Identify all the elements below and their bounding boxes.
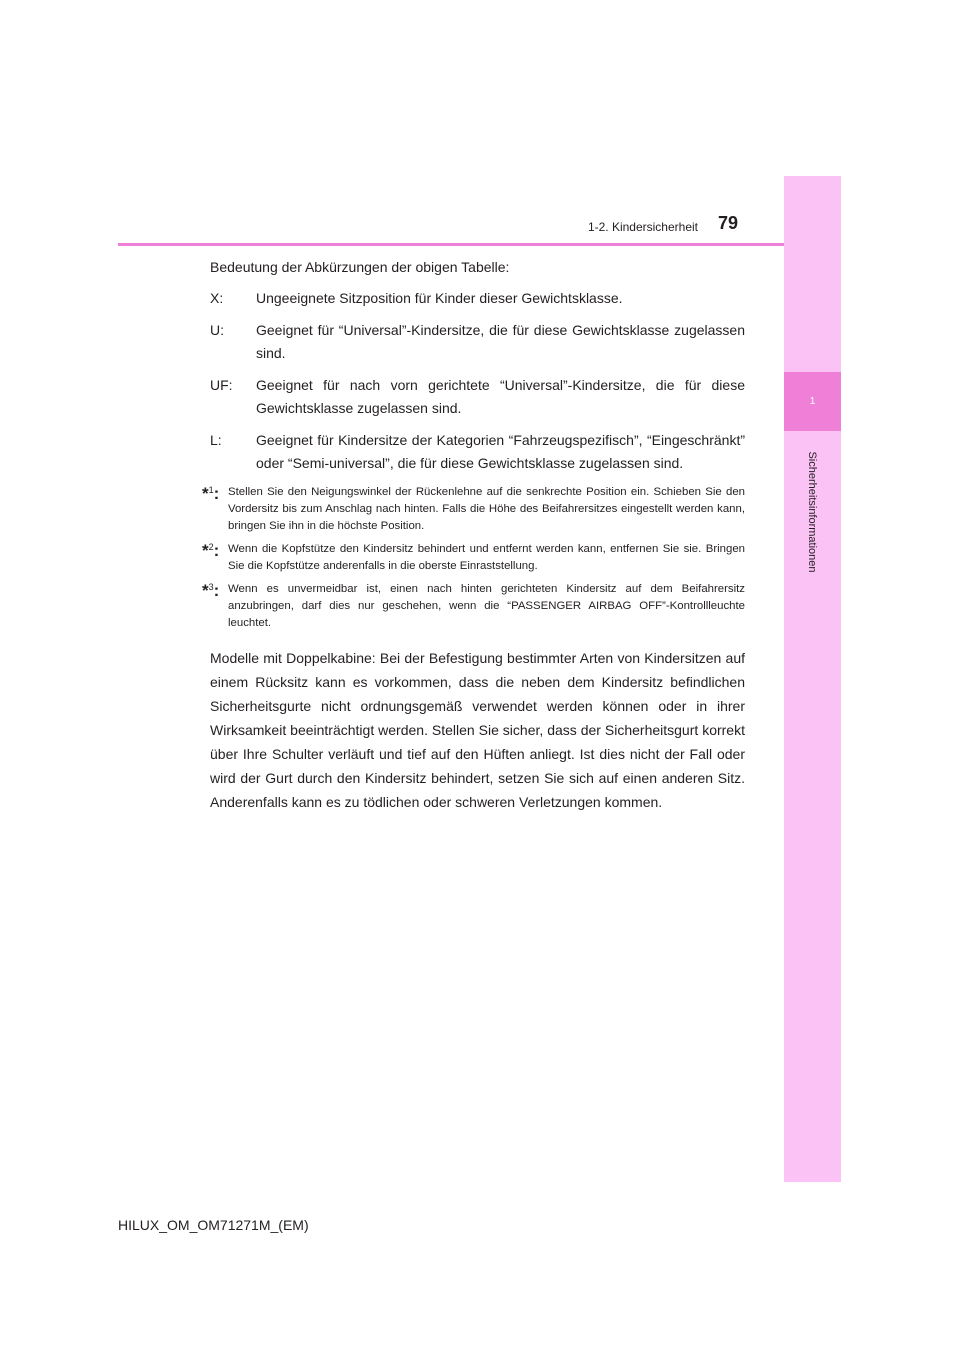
section-title: 1-2. Kindersicherheit [587, 220, 698, 234]
abbreviation-item [210, 287, 745, 310]
abbreviation-text: Geeignet für “Universal”-Kindersitze, die für diese Gewichtsklasse zugelassen sind. [256, 322, 745, 361]
abbreviation-item [210, 374, 745, 420]
abbreviation-key: L: [210, 432, 222, 448]
header-divider [118, 243, 784, 246]
footnote-text: Stellen Sie den Neigungswinkel der Rückenlehne auf die senkrechte Position ein. Schieben Sie den Vordersitz bis zum Anschlag nach hinten. Falls die Höhe des Beifahrersitzes eingestellt werden kann, bringen Sie ihn in die höchste Position. [228, 486, 745, 532]
footnote [202, 484, 745, 535]
abbreviation-key: UF: [210, 377, 233, 393]
abbreviation-text: Ungeeignete Sitzposition für Kinder dieser Gewichtsklasse. [256, 290, 623, 306]
footnote-number: 2 [208, 542, 214, 552]
abbreviation-item [210, 429, 745, 475]
footnote-marker: *$^3$: [202, 581, 220, 600]
chapter-title: Sicherheitsinformationen [806, 451, 818, 573]
chapter-number-tab[interactable] [784, 372, 841, 431]
footnote-marker: *$^1$: [202, 484, 220, 503]
footnote-asterisk: * [202, 484, 209, 503]
chapter-number: 1 [809, 396, 816, 407]
footnote [202, 581, 745, 632]
abbreviation-key: X: [210, 290, 224, 306]
footnote-text: Wenn die Kopfstütze den Kindersitz behindert und entfernt werden kann, entfernen Sie sie. Bringen Sie die Kopfstütze anderenfalls in die oberste Einraststellung. [228, 543, 745, 572]
footnote-number: 1 [208, 485, 214, 495]
chapter-side-tab [784, 176, 841, 1182]
body-paragraph: Modelle mit Doppelkabine: Bei der Befestigung bestimmter Arten von Kindersitzen auf einem Rücksitz kann es vorkommen, dass die neben dem Kindersitz befindlichen Sicherheitsgurte nicht ordnungsgemäß verwendet werden können oder in ihrer Wirksamkeit beeinträchtigt werden. Stellen Sie sicher, dass der Sicherheitsgurt korrekt über Ihre Schulter verläuft und tief auf den Hüften anliegt. Ist dies nicht der Fall oder wird der Gurt durch den Kindersitz behindert, setzen Sie sich auf einen anderen Sitz. Anderenfalls kann es zu tödlichen oder schweren Verletzungen kommen. [210, 650, 745, 810]
footnote-text: Wenn es unvermeidbar ist, einen nach hinten gerichteten Kindersitz auf dem Beifahrersitz anzubringen, darf dies nur geschehen, wenn die “PASSENGER AIRBAG OFF”-Kontrollleuchte leuchtet. [228, 583, 745, 629]
footnote-marker: *$^2$: [202, 541, 220, 560]
footnote [202, 541, 745, 575]
page-number: 79 [718, 213, 739, 233]
abbreviation-text: Geeignet für nach vorn gerichtete “Universal”-Kindersitze, die für diese Gewichtsklasse zugelassen sind. [256, 377, 745, 416]
footnote-number: 3 [208, 582, 214, 592]
footnote-asterisk: * [202, 581, 209, 600]
page-content [202, 256, 745, 814]
abbreviation-item [210, 319, 745, 365]
abbreviation-key: U: [210, 322, 224, 338]
footnote-asterisk: * [202, 541, 209, 560]
document-id: HILUX_OM_OM71271M_(EM) [118, 1217, 309, 1233]
abbreviation-text: Geeignet für Kindersitze der Kategorien “Fahrzeugspezifisch”, “Eingeschränkt” oder “Semi-universal”, die für diese Gewichtsklasse zugelassen sind. [256, 432, 745, 471]
abbreviation-intro: Bedeutung der Abkürzungen der obigen Tabelle: [210, 259, 510, 275]
